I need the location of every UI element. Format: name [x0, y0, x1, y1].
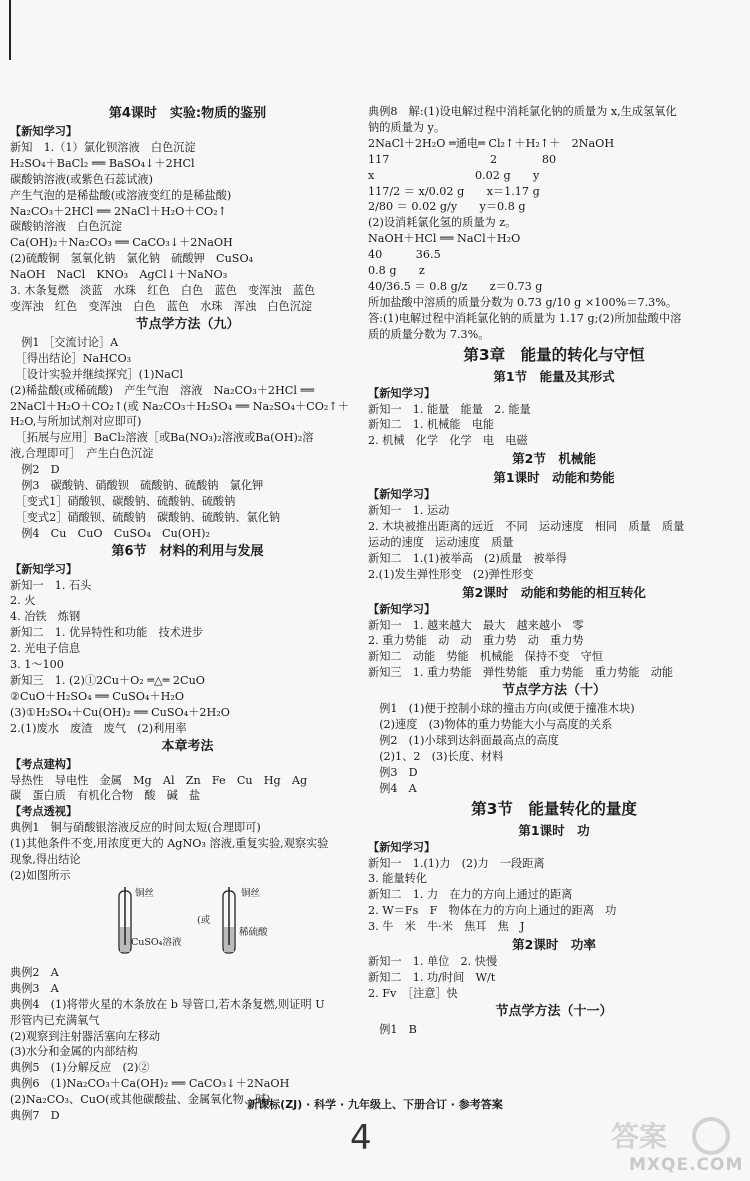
text-line: 典例8 解:(1)设电解过程中消耗氯化钠的质量为 x,生成氢氧化: [368, 105, 677, 118]
svg-text:答案: 答案: [611, 1120, 668, 1153]
text-line: 40 36.5: [368, 248, 441, 262]
text-line: 例4 A: [368, 781, 417, 795]
text-line: (1)其他条件不变,用浓度更大的 AgNO₃ 溶液,重复实验,观察实验: [10, 837, 329, 851]
section-heading: 第2节 机械能: [512, 451, 596, 467]
text-line: 新知二 1.(1)被举高 (2)质量 被举得: [368, 551, 567, 565]
text-line: 2. 光电子信息: [10, 642, 81, 656]
text-line: 117/2 ＝ x/0.02 g x＝1.17 g: [368, 184, 540, 198]
section-tag: 【考点透视】: [10, 805, 78, 819]
section-heading: 第4课时 实验:物质的鉴别: [108, 106, 267, 121]
text-line: 新知三 1. (2)①2Cu＋O₂ ═△═ 2CuO: [10, 674, 205, 687]
text-line: 3. 1～100: [10, 658, 64, 672]
text-line: 2.(1)废水 废渣 废气 (2)利用率: [10, 721, 187, 735]
right-column: [368, 104, 740, 1038]
text-line: (3)水分和金属的内部结构: [10, 1045, 138, 1059]
text-line: 新知 1.（1）氯化钡溶液 白色沉淀: [10, 140, 196, 154]
text-line: (2)速度 (3)物体的重力势能大小与高度的关系: [368, 718, 613, 732]
section-heading: 本章考法: [161, 738, 214, 754]
text-line: 运动的速度 运动速度 质量: [368, 535, 514, 549]
experiment-figure: [10, 887, 365, 961]
left-column: [10, 104, 365, 1124]
text-line: 新知一 1. 单位 2. 快慢: [368, 955, 498, 969]
text-line: 典例3 A: [10, 981, 59, 995]
text-line: 2. Fv ［注意］快: [368, 986, 458, 1000]
text-line: 质的质量分数为 7.3%。: [368, 327, 490, 341]
section-heading: 第1课时 动能和势能: [493, 470, 615, 486]
label-solution-left: CuSO₄溶液: [131, 936, 182, 948]
text-line: Na₂CO₃＋2HCl ══ 2NaCl＋H₂O＋CO₂↑: [10, 204, 228, 218]
text-line: 例1 (1)便于控制小球的撞击方向(或便于撞准木块): [368, 702, 635, 716]
text-line: ［设计实验并继续探究］(1)NaCl: [10, 367, 184, 381]
text-line: 117 2 80: [368, 152, 557, 166]
section-tag: 【新知学习】: [368, 488, 436, 502]
section-heading: 节点学方法（十）: [501, 683, 606, 699]
text-line: 4. 冶铁 炼钢: [10, 610, 81, 624]
text-line: 典例7 D: [10, 1109, 60, 1123]
section-heading: 第6节 材料的利用与发展: [111, 543, 264, 559]
label-or: (或: [197, 914, 211, 926]
section-heading: 第3章 能量的转化与守恒: [463, 345, 645, 364]
section-heading: 第2课时 功率: [512, 937, 596, 953]
text-line: 新知二 1. 优异特性和功能 技术进步: [10, 626, 204, 640]
section-heading: 第2课时 动能和势能的相互转化: [462, 584, 646, 600]
text-line: 典例4 (1)将带火星的木条放在 b 导管口,若木条复燃,则证明 U: [10, 997, 325, 1011]
section-heading: 节点学方法（九）: [135, 316, 240, 332]
section-tag: 【新知学习】: [368, 386, 436, 400]
text-line: 新知一 1. 越来越大 最大 越来越小 零: [368, 618, 584, 632]
text-line: ［变式2］硝酸钡、硫酸钠 碳酸钠、硫酸钠、氯化钠: [10, 510, 281, 524]
text-line: 2. 火: [10, 594, 36, 608]
text-line: ［得出结论］NaHCO₃: [10, 351, 132, 365]
text-line: 变浑浊 红色 变浑浊 白色 蓝色 水珠 浑浊 白色沉淀: [10, 299, 313, 313]
text-line: 40/36.5 ＝ 0.8 g/z z＝0.73 g: [368, 279, 543, 293]
text-line: (2)1、2 (3)长度、材料: [368, 749, 504, 763]
text-line: 碳酸钠溶液(或紫色石蕊试液): [10, 172, 153, 186]
text-line: 3. 能量转化: [368, 872, 427, 886]
text-line: 新知二 1. 功/时间 W/t: [368, 970, 496, 984]
section-heading: 节点学方法（十一）: [495, 1003, 613, 1019]
text-line: 例3 D: [368, 765, 418, 779]
text-line: 2. 机械 化学 化学 电 电磁: [368, 434, 528, 448]
text-line: 2NaCl＋2H₂O ═通电═ Cl₂↑＋H₂↑＋ 2NaOH: [368, 136, 615, 150]
text-line: 产生气泡的是稀盐酸(或溶液变红的是稀盐酸): [10, 188, 232, 202]
text-line: 新知一 1. 能量 能量 2. 能量: [368, 402, 531, 416]
page-number: 4: [350, 1118, 372, 1158]
text-line: 2. 重力势能 动 动 重力势 动 重力势: [368, 634, 584, 648]
text-line: 现象,得出结论: [10, 853, 81, 867]
text-line: 2. W＝Fs F 物体在力的方向上通过的距离 功: [368, 904, 617, 918]
text-line: 新知二 1. 机械能 电能: [368, 418, 495, 432]
section-tag: 【新知学习】: [368, 602, 436, 616]
section-tag: 【新知学习】: [368, 840, 436, 854]
text-line: 所加盐酸中溶质的质量分数为 0.73 g/10 g ×100%＝7.3%。: [368, 295, 678, 309]
text-line: ［拓展与应用］BaCl₂溶液［或Ba(NO₃)₂溶液或Ba(OH)₂溶: [10, 431, 314, 445]
page-edge-mark: [9, 0, 11, 60]
text-line: 液,合理即可］ 产生白色沉淀: [10, 447, 154, 461]
text-line: 例4 Cu CuO CuSO₄ Cu(OH)₂: [10, 526, 210, 540]
label-wire-left: 铜丝: [135, 887, 155, 899]
text-line: (2)如图所示: [10, 868, 71, 882]
text-line: 2/80 ＝ 0.02 g/y y＝0.8 g: [368, 200, 526, 214]
section-heading: 第3节 能量转化的量度: [471, 799, 637, 818]
text-line: 钠的质量为 y。: [368, 120, 446, 134]
text-line: NaOH NaCl KNO₃ AgCl↓＋NaNO₃: [10, 268, 228, 282]
text-line: 例1 ［交流讨论］A: [10, 335, 119, 349]
text-line: 典例5 (1)分解反应 (2)②: [10, 1061, 150, 1075]
text-line: (2)设消耗氯化氢的质量为 z。: [368, 216, 517, 230]
text-line: (2)Na₂CO₃、CuO(或其他碳酸盐、金属氧化物、碱): [10, 1093, 271, 1107]
text-line: 典例6 (1)Na₂CO₃＋Ca(OH)₂ ══ CaCO₃↓＋2NaOH: [10, 1077, 290, 1091]
text-line: (2)观察到注射器活塞向左移动: [10, 1029, 161, 1043]
text-line: 例3 碳酸钠、硝酸钡 硫酸钠、硫酸钠 氯化钾: [10, 479, 264, 493]
text-line: 例2 D: [10, 463, 60, 477]
text-line: 碳 蛋白质 有机化合物 酸 碱 盐: [10, 789, 201, 803]
text-line: 3. 木条复燃 淡蓝 水珠 红色 白色 蓝色 变浑浊 蓝色: [10, 284, 316, 298]
text-line: 新知一 1. 运动: [368, 504, 450, 518]
text-line: x 0.02 g y: [368, 168, 540, 182]
label-solution-right: 稀硫酸: [239, 926, 268, 938]
text-line: H₂O,与所加试剂对应即可): [10, 415, 142, 429]
watermark-text: MXQE.COM: [629, 1155, 744, 1175]
section-tag: 【新知学习】: [10, 562, 78, 576]
text-line: 碳酸钠溶液 白色沉淀: [10, 220, 122, 234]
text-line: 2NaCl＋H₂O＋CO₂↑(或 Na₂CO₃＋H₂SO₄ ══ Na₂SO₄＋CO₂↑＋: [10, 399, 349, 413]
text-line: 例2 (1)小球到达斜面最高点的高度: [368, 734, 559, 747]
text-line: H₂SO₄＋BaCl₂ ══ BaSO₄↓＋2HCl: [10, 156, 195, 170]
section-tag: 【新知学习】: [10, 125, 78, 138]
text-line: (2)硫酸铜 氢氧化钠 氯化钠 硫酸钾 CuSO₄: [10, 252, 254, 266]
text-line: 典例1 铜与硝酸银溶液反应的时间太短(合理即可): [10, 821, 261, 835]
text-line: 3. 牛 米 牛·米 焦耳 焦 J: [368, 920, 525, 934]
text-line: 新知一 1.(1)力 (2)力 一段距离: [368, 856, 545, 870]
text-line: 新知三 1. 重力势能 弹性势能 重力势能 重力势能 动能: [368, 666, 674, 680]
text-line: (2)稀盐酸(或稀硫酸) 产生气泡 溶液 Na₂CO₃＋2HCl ══: [10, 383, 314, 397]
text-line: ②CuO＋H₂SO₄ ══ CuSO₄＋H₂O: [10, 689, 184, 703]
text-line: 2.(1)发生弹性形变 (2)弹性形变: [368, 567, 534, 581]
text-line: NaOH＋HCl ══ NaCl＋H₂O: [368, 232, 521, 246]
text-line: 典例2 A: [10, 965, 59, 979]
text-line: Ca(OH)₂＋Na₂CO₃ ══ CaCO₃↓＋2NaOH: [10, 236, 233, 250]
text-line: 导热性 导电性 金属 Mg Al Zn Fe Cu Hg Ag: [10, 773, 308, 787]
text-line: 答:(1)电解过程中消耗氯化钠的质量为 1.17 g;(2)所加盐酸中溶: [368, 311, 682, 325]
text-line: ［变式1］硝酸钡、碳酸钠、硫酸钠、硫酸钠: [10, 494, 236, 508]
label-wire-right: 铜丝: [241, 887, 261, 899]
text-line: 0.8 g z: [368, 264, 425, 278]
text-line: 形管内已充满氧气: [10, 1013, 100, 1027]
text-line: 新知一 1. 石头: [10, 578, 92, 592]
text-line: 新知二 动能 势能 机械能 保持不变 守恒: [368, 650, 603, 664]
page-footer: 新课标(ZJ) · 科学 · 九年级上、下册合订 · 参考答案: [247, 1098, 503, 1111]
section-tag: 【考点建构】: [10, 757, 78, 771]
text-line: 2. 木块被推出距离的远近 不同 运动速度 相同 质量 质量: [368, 520, 685, 534]
text-line: 例1 B: [368, 1022, 417, 1036]
text-line: (3)①H₂SO₄＋Cu(OH)₂ ══ CuSO₄＋2H₂O: [10, 705, 230, 719]
section-heading: 第1节 能量及其形式: [493, 368, 615, 384]
text-line: 新知二 1. 力 在力的方向上通过的距离: [368, 888, 573, 902]
section-heading: 第1课时 功: [518, 822, 590, 838]
